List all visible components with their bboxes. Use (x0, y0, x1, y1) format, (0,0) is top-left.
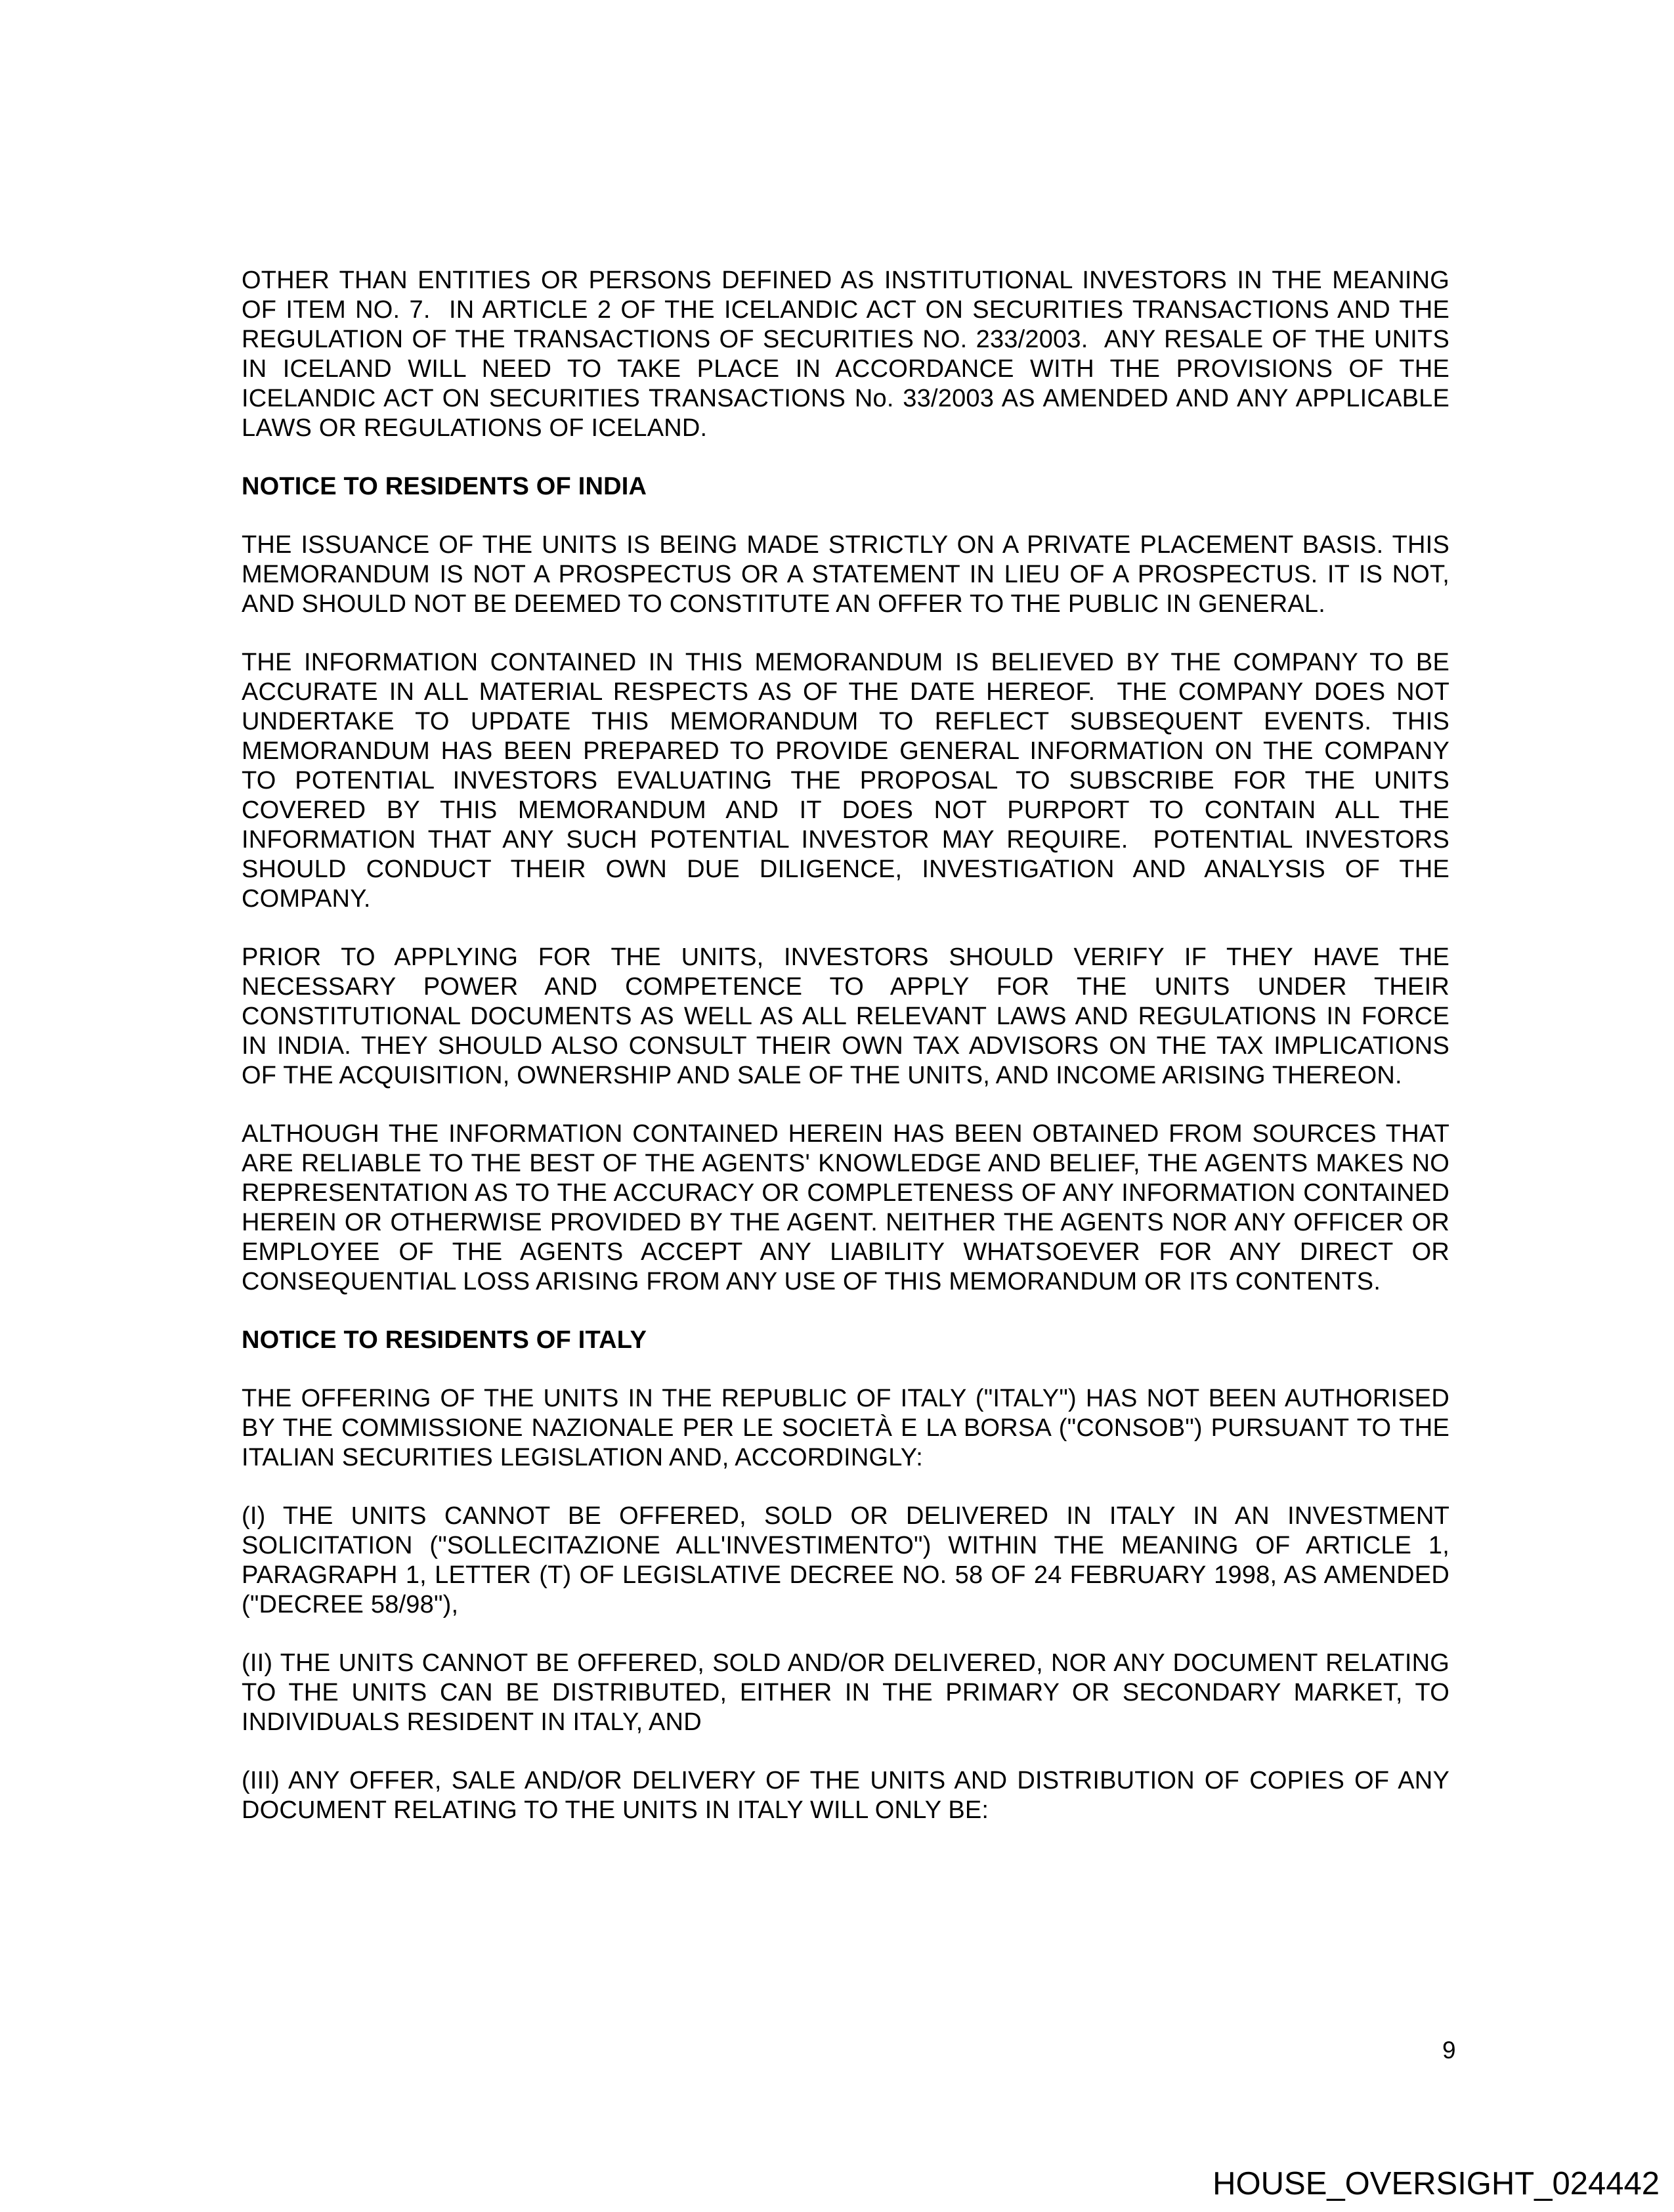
heading-notice-italy: NOTICE TO RESIDENTS OF ITALY (242, 1326, 647, 1354)
heading-notice-india: NOTICE TO RESIDENTS OF INDIA (242, 473, 647, 500)
paragraph-item-ii: (II) THE UNITS CANNOT BE OFFERED, SOLD AND/OR DELIVERED, NOR ANY DOCUMENT RELATING TO THE UNITS CAN BE DISTRIBUTED, EITHER IN THE PRIMARY OR SECONDARY MARKET, TO INDIVIDUALS RESIDENT IN ITALY, AND (242, 1649, 1457, 1736)
paragraph-prior-to-applying: PRIOR TO APPLYING FOR THE UNITS, INVESTORS SHOULD VERIFY IF THEY HAVE THE NECESSARY POWER AND COMPETENCE TO APPLY FOR THE UNITS UNDER THEIR CONSTITUTIONAL DOCUMENTS AS WELL AS ALL RELEVANT LAWS AND REGULATIONS IN FORCE IN INDIA. THEY SHOULD ALSO CONSULT THEIR OWN TAX ADVISORS ON THE TAX IMPLICATIONS OF THE ACQUISITION, OWNERSHIP AND SALE OF THE UNITS, AND INCOME ARISING THEREON. (242, 943, 1457, 1089)
page-number: 9 (1442, 2037, 1456, 2064)
paragraph-agents-liability: ALTHOUGH THE INFORMATION CONTAINED HEREIN HAS BEEN OBTAINED FROM SOURCES THAT ARE RELIABLE TO THE BEST OF THE AGENTS' KNOWLEDGE AND BELIEF, THE AGENTS MAKES NO REPRESENTATION AS TO THE ACCURACY OR COMPLETENESS OF ANY INFORMATION CONTAINED HEREIN OR OTHERWISE PROVIDED BY THE AGENT. NEITHER THE AGENTS NOR ANY OFFICER OR EMPLOYEE OF THE AGENTS ACCEPT ANY LIABILITY WHATSOEVER FOR ANY DIRECT OR CONSEQUENTIAL LOSS ARISING FROM ANY USE OF THIS MEMORANDUM OR ITS CONTENTS. (242, 1120, 1457, 1295)
document-body (242, 266, 1457, 1854)
paragraph-item-i: (I) THE UNITS CANNOT BE OFFERED, SOLD OR DELIVERED IN ITALY IN AN INVESTMENT SOLICITATION ("SOLLECITAZIONE ALL'INVESTIMENTO") WITHIN THE MEANING OF ARTICLE 1, PARAGRAPH 1, LETTER (T) OF LEGISLATIVE DECREE NO. 58 OF 24 FEBRUARY 1998, AS AMENDED ("DECREE 58/98"), (242, 1502, 1457, 1618)
paragraph-information-accuracy: THE INFORMATION CONTAINED IN THIS MEMORANDUM IS BELIEVED BY THE COMPANY TO BE ACCURATE IN ALL MATERIAL RESPECTS AS OF THE DATE HEREOF. THE COMPANY DOES NOT UNDERTAKE TO UPDATE THIS MEMORANDUM TO REFLECT SUBSEQUENT EVENTS. THIS MEMORANDUM HAS BEEN PREPARED TO PROVIDE GENERAL INFORMATION ON THE COMPANY TO POTENTIAL INVESTORS EVALUATING THE PROPOSAL TO SUBSCRIBE FOR THE UNITS COVERED BY THIS MEMORANDUM AND IT DOES NOT PURPORT TO CONTAIN ALL THE INFORMATION THAT ANY SUCH POTENTIAL INVESTOR MAY REQUIRE. POTENTIAL INVESTORS SHOULD CONDUCT THEIR OWN DUE DILIGENCE, INVESTIGATION AND ANALYSIS OF THE COMPANY. (242, 649, 1457, 913)
paragraph-private-placement: THE ISSUANCE OF THE UNITS IS BEING MADE STRICTLY ON A PRIVATE PLACEMENT BASIS. THIS MEMORANDUM IS NOT A PROSPECTUS OR A STATEMENT IN LIEU OF A PROSPECTUS. IT IS NOT, AND SHOULD NOT BE DEEMED TO CONSTITUTE AN OFFER TO THE PUBLIC IN GENERAL. (242, 531, 1457, 618)
bates-stamp: HOUSE_OVERSIGHT_024442 (1213, 2166, 1660, 2201)
paragraph-item-iii: (III) ANY OFFER, SALE AND/OR DELIVERY OF THE UNITS AND DISTRIBUTION OF COPIES OF ANY DOCUMENT RELATING TO THE UNITS IN ITALY WILL ONLY BE: (242, 1767, 1457, 1824)
paragraph-consob-authorisation: THE OFFERING OF THE UNITS IN THE REPUBLIC OF ITALY ("ITALY") HAS NOT BEEN AUTHORISED BY THE COMMISSIONE NAZIONALE PER LE SOCIETÀ E LA BORSA ("CONSOB") PURSUANT TO THE ITALIAN SECURITIES LEGISLATION AND, ACCORDINGLY: (242, 1385, 1457, 1471)
paragraph-iceland-resale: OTHER THAN ENTITIES OR PERSONS DEFINED AS INSTITUTIONAL INVESTORS IN THE MEANING OF ITEM NO. 7. IN ARTICLE 2 OF THE ICELANDIC ACT ON SECURITIES TRANSACTIONS AND THE REGULATION OF THE TRANSACTIONS OF SECURITIES NO. 233/2003. ANY RESALE OF THE UNITS IN ICELAND WILL NEED TO TAKE PLACE IN ACCORDANCE WITH THE PROVISIONS OF THE ICELANDIC ACT ON SECURITIES TRANSACTIONS No. 33/2003 AS AMENDED AND ANY APPLICABLE LAWS OR REGULATIONS OF ICELAND. (242, 267, 1457, 442)
